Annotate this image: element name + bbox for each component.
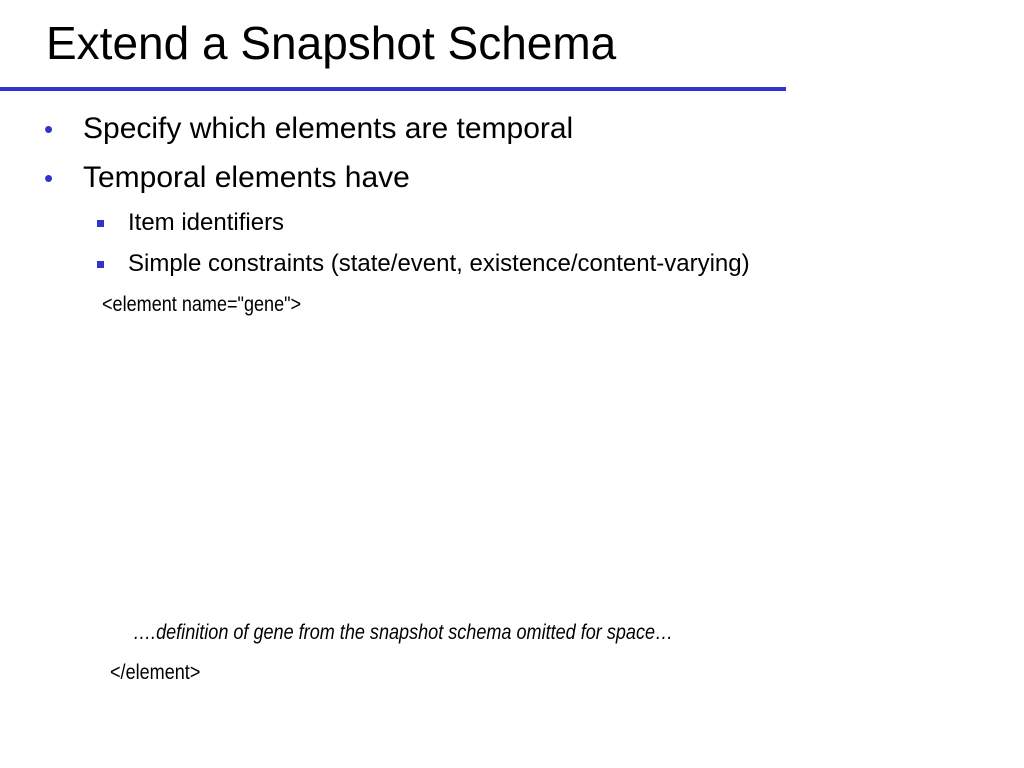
bullet-item [44,163,410,193]
omitted-definition-note: ….definition of gene from the snapshot schema omitted for space… [133,621,674,644]
code-close-tag: </element> [110,661,201,684]
bullet-item [44,114,573,144]
sub-bullet-item [97,252,750,276]
sub-bullet-item [97,211,284,235]
bullet-text: Temporal elements have [83,161,410,194]
title-underline [0,87,786,91]
code-open-tag: <element name="gene"> [102,293,302,316]
square-bullet-icon [97,220,104,227]
bullet-dot-icon: • [44,114,54,144]
sub-bullet-text: Simple constraints (state/event, existence/content-varying) [128,250,750,277]
slide-title: Extend a Snapshot Schema [46,17,617,69]
sub-bullet-text: Item identifiers [128,209,285,236]
square-bullet-icon [97,261,104,268]
bullet-dot-icon: • [44,163,54,193]
bullet-text: Specify which elements are temporal [83,112,574,145]
